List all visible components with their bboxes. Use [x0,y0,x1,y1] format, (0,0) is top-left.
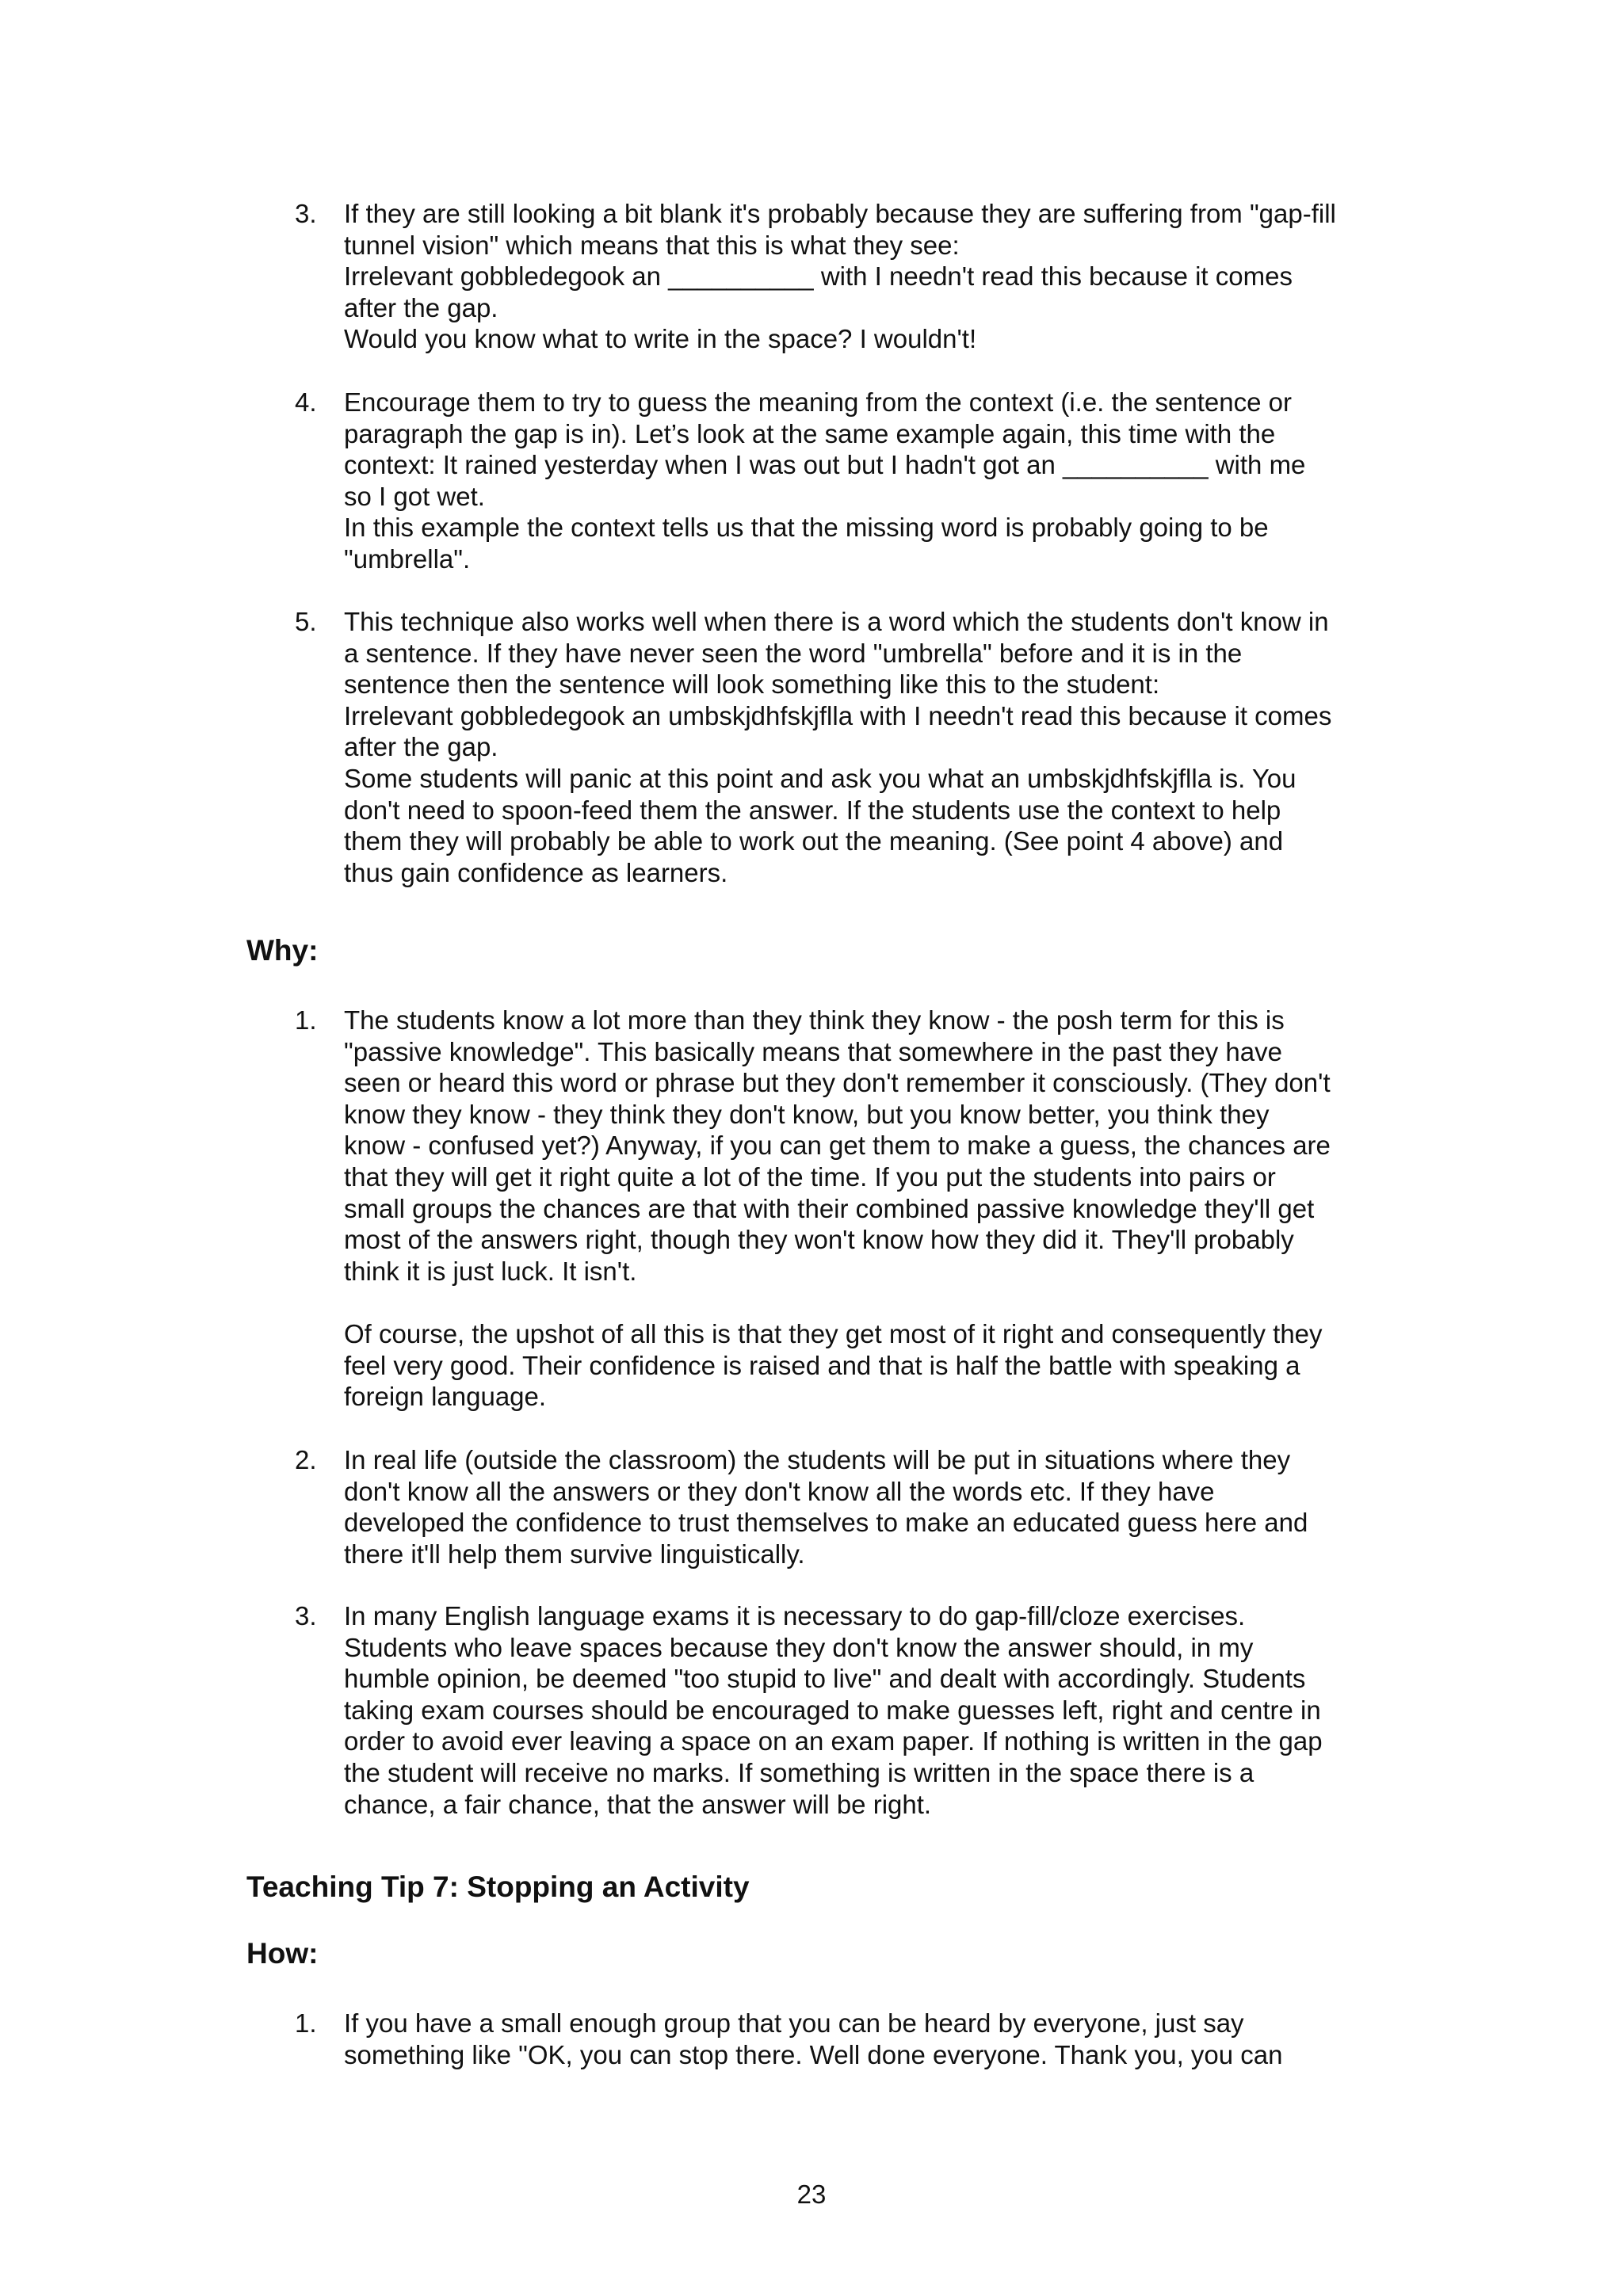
list-item-text [344,387,1453,575]
list-item-number: 1. [295,2008,317,2038]
text-line: so I got wet. [344,481,485,511]
text-line: order to avoid ever leaving a space on an exam paper. If nothing is written in the gap [344,1726,1323,1756]
text-line: humble opinion, be deemed "too stupid to live" and dealt with accordingly. Students [344,1664,1306,1694]
text-line: If you have a small enough group that you can be heard by everyone, just say [344,2008,1244,2038]
list-item-number: 4. [295,387,317,417]
text-line: Encourage them to try to guess the meaning from the context (i.e. the sentence or [344,387,1292,417]
text-line: context: It rained yesterday when I was out but I hadn't got an __________ with me [344,450,1306,480]
list-item-text [344,2008,1453,2070]
text-line: chance, a fair chance, that the answer will be right. [344,1789,932,1819]
text-line: Irrelevant gobbledegook an umbskjdhfskjflla with I needn't read this because it comes [344,700,1332,730]
list-item-number: 5. [295,607,317,636]
text-line: Of course, the upshot of all this is that they get most of it right and consequently they [344,1318,1323,1348]
blank-line [344,1287,1453,1318]
list-item-text [344,1600,1453,1820]
text-line: know they know - they think they don't know, but you know better, you think they [344,1099,1270,1129]
list-item-text [344,1444,1453,1569]
text-line: In real life (outside the classroom) the students will be put in situations where they [344,1445,1291,1474]
text-line: after the gap. [344,292,498,322]
text-line: thus gain confidence as learners. [344,857,728,887]
list-item-number: 3. [295,199,317,228]
text-line: something like "OK, you can stop there. Well done everyone. Thank you, you can [344,2039,1283,2069]
text-line: know - confused yet?) Anyway, if you can get them to make a guess, the chances are [344,1131,1331,1161]
list-item-number: 2. [295,1445,317,1474]
text-line: Some students will panic at this point and ask you what an umbskjdhfskjflla is. You [344,763,1296,793]
text-line: that they will get it right quite a lot of the time. If you put the students into pairs or [344,1161,1276,1192]
text-line: developed the confidence to trust themselves to make an educated guess here and [344,1508,1308,1538]
list-item-text [344,198,1453,355]
text-line: think it is just luck. It isn't. [344,1256,637,1286]
page-number: 23 [796,2180,827,2209]
text-line: "umbrella". [344,543,471,574]
text-line: after the gap. [344,732,498,762]
text-line: Would you know what to write in the space? I wouldn't! [344,324,977,354]
text-line: "passive knowledge". This basically means that somewhere in the past they have [344,1036,1282,1066]
text-line: there it'll help them survive linguistically. [344,1539,805,1569]
text-line: taking exam courses should be encouraged to make guesses left, right and centre in [344,1695,1321,1725]
text-line: The students know a lot more than they think they know - the posh term for this is [344,1005,1285,1035]
text-line: If they are still looking a bit blank it's probably because they are suffering from "gap-fill [344,199,1336,228]
text-line: paragraph the gap is in). Let’s look at the same example again, this time with the [344,418,1276,448]
section-heading-how: How: [246,1937,319,1970]
text-line: seen or heard this word or phrase but they don't remember it consciously. (They don't [344,1068,1331,1098]
list-item-text [344,606,1453,888]
text-line: don't need to spoon-feed them the answer. If the students use the context to help [344,795,1281,825]
text-line: a sentence. If they have never seen the word "umbrella" before and it is in the [344,638,1243,668]
text-line: In many English language exams it is necessary to do gap-fill/cloze exercises. [344,1601,1246,1630]
text-line: Students who leave spaces because they don't know the answer should, in my [344,1632,1254,1662]
text-line: foreign language. [344,1382,547,1412]
text-line: most of the answers right, though they won't know how they did it. They'll probably [344,1225,1294,1255]
text-line: feel very good. Their confidence is raised and that is half the battle with speaking a [344,1350,1300,1380]
section-heading-tip: Teaching Tip 7: Stopping an Activity [246,1871,750,1903]
list-item-number: 1. [295,1005,317,1035]
text-line: In this example the context tells us that the missing word is probably going to be [344,513,1269,543]
list-item-number: 3. [295,1601,317,1630]
text-line: the student will receive no marks. If something is written in the space there is a [344,1757,1254,1787]
text-line: sentence then the sentence will look something like this to the student: [344,669,1160,700]
text-line: This technique also works well when there is a word which the students don't know in [344,607,1329,636]
list-item-text [344,1005,1453,1413]
text-line: them they will probably be able to work out the meaning. (See point 4 above) and [344,826,1284,856]
text-line: tunnel vision" which means that this is what they see: [344,230,960,260]
section-heading-why: Why: [246,934,319,967]
text-line: small groups the chances are that with their combined passive knowledge they'll get [344,1193,1315,1223]
text-line: don't know all the answers or they don't know all the words etc. If they have [344,1476,1215,1506]
text-line: Irrelevant gobbledegook an __________ with I needn't read this because it comes [344,261,1293,292]
